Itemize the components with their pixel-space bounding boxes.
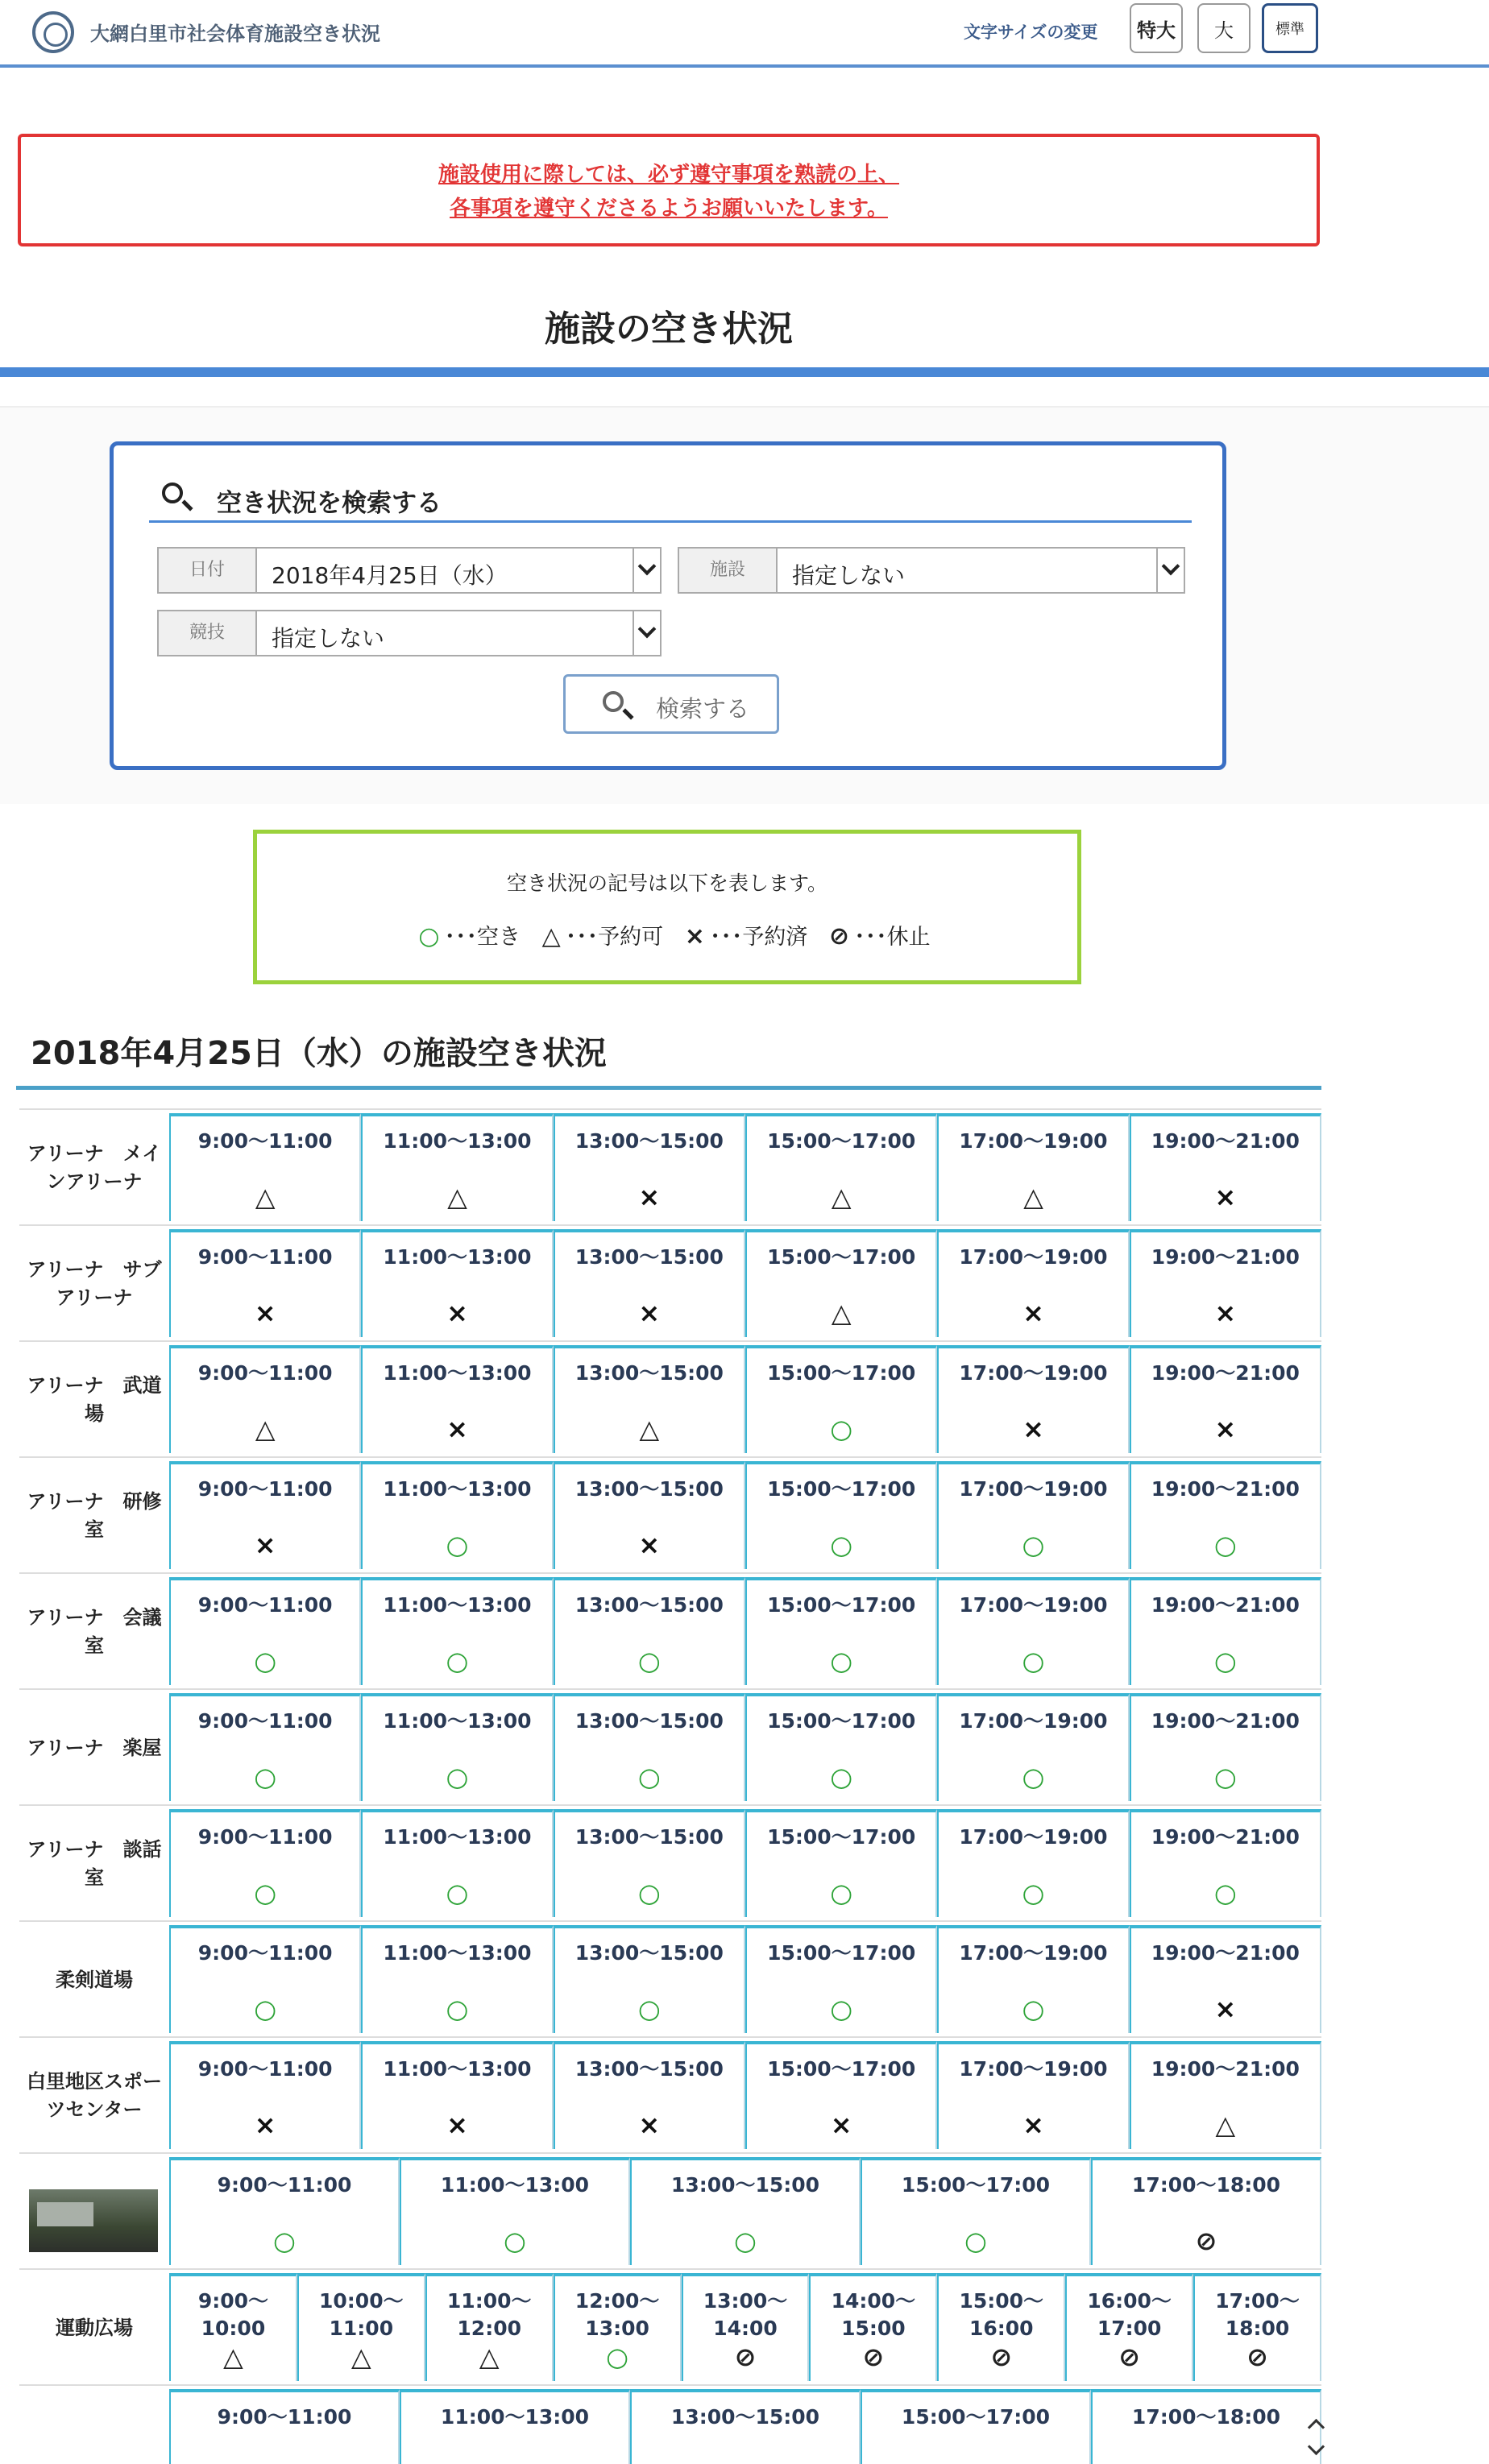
slot-cell[interactable] (554, 2273, 682, 2381)
slot-time: 17:00〜19:00 (959, 1941, 1108, 1965)
slot-cell[interactable] (554, 1693, 745, 1801)
availability-mark: ○ (606, 2342, 629, 2372)
facility-row (19, 2384, 1321, 2464)
availability-mark: ○ (637, 1762, 661, 1792)
availability-mark: ○ (830, 1530, 853, 1560)
availability-mark: ○ (1213, 1878, 1237, 1908)
slot-cell[interactable] (861, 2389, 1091, 2464)
slot-time: 15:00〜17:00 (767, 2057, 916, 2081)
slot-cell[interactable] (554, 1577, 745, 1685)
slot-cell[interactable] (745, 1229, 937, 1337)
scroll-arrows-icon[interactable] (1307, 2416, 1326, 2462)
slot-time: 17:00〜19:00 (959, 1477, 1108, 1501)
availability-mark: ⊘ (862, 2342, 885, 2372)
slot-cell[interactable] (1130, 1693, 1321, 1801)
slot-time: 15:00〜17:00 (767, 1825, 916, 1849)
availability-mark: ○ (1022, 1762, 1045, 1792)
date-value: 2018年4月25日（水） (272, 562, 508, 589)
availability-mark: △ (223, 2342, 243, 2372)
facility-name[interactable]: アリーナ 会議室 (27, 1606, 162, 1657)
facility-row (19, 1108, 1321, 1224)
slot-time: 19:00〜21:00 (1151, 2057, 1300, 2081)
availability-mark: × (446, 2110, 468, 2140)
availability-mark: × (254, 2110, 276, 2140)
availability-mark: ○ (446, 1994, 469, 2024)
slot-cell[interactable] (745, 1809, 937, 1917)
slot-time: 17:00〜19:00 (959, 2057, 1108, 2081)
availability-mark: ⊘ (1246, 2342, 1268, 2372)
slot-time: 9:00〜11:00 (197, 1941, 333, 1965)
facility-row (19, 1920, 1321, 2036)
slot-time: 13:00〜15:00 (574, 1941, 724, 1965)
legend-items (257, 919, 1077, 950)
availability-mark: ○ (734, 2226, 757, 2256)
availability-mark: △ (1023, 1182, 1043, 1212)
slot-time: 9:00〜11:00 (197, 1245, 333, 1269)
slot-cell[interactable] (630, 2389, 861, 2464)
slot-time: 15:00〜 16:00 (959, 2289, 1044, 2340)
slot-time: 11:00〜13:00 (440, 2405, 590, 2429)
slot-cell[interactable] (169, 2273, 297, 2381)
availability-mark: × (1214, 1298, 1237, 1328)
page-title: 施設の空き状況 (545, 309, 793, 350)
slot-cell[interactable] (745, 1693, 937, 1801)
slot-cell[interactable] (937, 1461, 1129, 1569)
site-title[interactable]: 大網白里市社会体育施設空き状況 (90, 23, 380, 45)
facility-name[interactable]: 白里地区スポーツセンター (27, 2070, 162, 2121)
facility-name[interactable]: 柔剣道場 (56, 1968, 133, 1991)
availability-mark: ○ (830, 1414, 853, 1444)
availability-mark: △ (447, 1182, 467, 1212)
slot-time: 11:00〜13:00 (383, 1477, 532, 1501)
slot-time: 15:00〜17:00 (901, 2173, 1051, 2197)
slot-cell[interactable] (937, 2273, 1065, 2381)
slot-cell[interactable] (425, 2273, 554, 2381)
facility-label: 施設 (679, 549, 778, 592)
slot-cell[interactable] (400, 2157, 630, 2265)
slot-time: 17:00〜19:00 (959, 1709, 1108, 1733)
availability-mark: × (254, 1298, 276, 1328)
font-size-label: 文字サイズの変更 (964, 23, 1098, 42)
slot-time: 13:00〜15:00 (574, 1361, 724, 1385)
slot-time: 17:00〜 18:00 (1215, 2289, 1300, 2340)
slot-cell[interactable] (554, 1113, 745, 1221)
facility-row (19, 1804, 1321, 1920)
slot-cell[interactable] (745, 1113, 937, 1221)
facility-row (19, 1340, 1321, 1456)
facility-row (19, 1456, 1321, 1572)
legend-symbol: ⊘ (829, 922, 850, 950)
legend-text: ･･･予約可 (565, 925, 664, 950)
slot-time: 13:00〜15:00 (574, 1593, 724, 1617)
slot-time: 9:00〜11:00 (197, 1825, 333, 1849)
slot-cell[interactable] (361, 1925, 553, 2033)
slot-time: 15:00〜17:00 (901, 2405, 1051, 2429)
slot-cell[interactable] (1130, 1577, 1321, 1685)
search-title: 空き状況を検索する (217, 489, 442, 518)
slot-time: 9:00〜11:00 (197, 1361, 333, 1385)
slot-cell[interactable] (1091, 2157, 1321, 2265)
slot-time: 11:00〜13:00 (383, 1941, 532, 1965)
legend-caption: 空き状況の記号は以下を表します。 (506, 872, 827, 895)
facility-row (19, 1224, 1321, 1340)
facility-name[interactable]: アリーナ 武道場 (27, 1374, 162, 1425)
facility-value: 指定しない (792, 562, 906, 589)
availability-mark: ○ (254, 1646, 277, 1676)
slot-time: 17:00〜19:00 (959, 1593, 1108, 1617)
slot-time: 15:00〜17:00 (767, 1709, 916, 1733)
slot-time: 13:00〜15:00 (574, 1709, 724, 1733)
slot-cell[interactable] (554, 1461, 745, 1569)
slot-time: 13:00〜15:00 (574, 1825, 724, 1849)
slot-cell[interactable] (745, 1345, 937, 1453)
slot-cell[interactable] (361, 1345, 553, 1453)
slot-cell[interactable] (1130, 1345, 1321, 1453)
slot-time: 11:00〜13:00 (383, 1361, 532, 1385)
slot-time: 17:00〜19:00 (959, 1129, 1108, 1153)
slot-time: 13:00〜15:00 (574, 1129, 724, 1153)
slot-cell[interactable] (169, 1925, 361, 2033)
availability-mark: ○ (446, 1878, 469, 1908)
availability-mark: △ (479, 2342, 500, 2372)
slot-time: 10:00〜 11:00 (319, 2289, 404, 2340)
slot-time: 9:00〜11:00 (197, 1477, 333, 1501)
slot-cell[interactable] (1193, 2273, 1321, 2381)
availability-mark: ○ (254, 1994, 277, 2024)
slot-time: 15:00〜17:00 (767, 1129, 916, 1153)
divider (0, 367, 1489, 377)
availability-mark: × (830, 2110, 852, 2140)
availability-mark: ○ (1213, 1762, 1237, 1792)
slot-time: 13:00〜15:00 (574, 1477, 724, 1501)
slot-cell[interactable] (400, 2389, 630, 2464)
slot-time: 13:00〜15:00 (670, 2173, 820, 2197)
facility-row (19, 2268, 1321, 2384)
slot-cell[interactable] (1130, 1809, 1321, 1917)
availability-mark: ⊘ (1195, 2226, 1217, 2256)
slot-time: 14:00〜 15:00 (831, 2289, 916, 2340)
slot-cell[interactable] (361, 1577, 553, 1685)
header (0, 0, 1489, 68)
availability-mark: ○ (1022, 1994, 1045, 2024)
slot-cell[interactable] (861, 2157, 1091, 2265)
facility-select[interactable] (678, 547, 1185, 594)
slot-cell[interactable] (937, 1345, 1129, 1453)
city-logo-icon (32, 11, 74, 53)
slot-cell[interactable] (169, 1577, 361, 1685)
availability-mark: ○ (830, 1994, 853, 2024)
availability-mark: △ (351, 2342, 371, 2372)
availability-mark: ○ (637, 1878, 661, 1908)
slot-time: 19:00〜21:00 (1151, 1825, 1300, 1849)
availability-mark: △ (831, 1182, 852, 1212)
slot-cell[interactable] (361, 1461, 553, 1569)
slot-time: 17:00〜18:00 (1131, 2173, 1281, 2197)
availability-mark: × (638, 1530, 661, 1560)
slot-time: 11:00〜 12:00 (446, 2289, 532, 2340)
facility-name[interactable]: アリーナ 楽屋 (27, 1736, 162, 1759)
slot-cell[interactable] (745, 2041, 937, 2149)
availability-mark: △ (639, 1414, 660, 1444)
search-button-label: 検索する (656, 697, 750, 723)
slot-time: 9:00〜11:00 (197, 1129, 333, 1153)
slot-time: 17:00〜19:00 (959, 1245, 1108, 1269)
search-button[interactable] (563, 674, 779, 734)
slot-cell[interactable] (1130, 1229, 1321, 1337)
slot-cell[interactable] (361, 1113, 553, 1221)
slot-cell[interactable] (937, 1113, 1129, 1221)
slot-time: 9:00〜11:00 (197, 2057, 333, 2081)
legend-text: ･･･休止 (854, 925, 931, 950)
slot-time: 11:00〜13:00 (383, 1825, 532, 1849)
availability-mark: ○ (830, 1878, 853, 1908)
slot-time: 19:00〜21:00 (1151, 1245, 1300, 1269)
slot-time: 19:00〜21:00 (1151, 1361, 1300, 1385)
facility-name[interactable]: アリーナ サブアリーナ (27, 1258, 162, 1309)
slot-cell[interactable] (1130, 1461, 1321, 1569)
legend-symbol: △ (541, 922, 561, 950)
availability-mark: ○ (1022, 1878, 1045, 1908)
slot-time: 17:00〜18:00 (1131, 2405, 1281, 2429)
slot-cell[interactable] (554, 1809, 745, 1917)
slot-cell[interactable] (169, 1113, 361, 1221)
slot-time: 11:00〜13:00 (383, 2057, 532, 2081)
availability-mark: ○ (254, 1762, 277, 1792)
chevron-down-icon (633, 611, 660, 655)
facility-name[interactable]: アリーナ 研修室 (27, 1490, 162, 1541)
slot-time: 9:00〜 10:00 (197, 2289, 269, 2340)
slot-time: 15:00〜17:00 (767, 1245, 916, 1269)
facility-row (19, 2152, 1321, 2268)
font-size-standard-button[interactable]: 標準 (1262, 3, 1318, 53)
slot-cell[interactable] (554, 1229, 745, 1337)
slot-time: 17:00〜19:00 (959, 1825, 1108, 1849)
slot-time: 19:00〜21:00 (1151, 1477, 1300, 1501)
slot-cell[interactable] (361, 1229, 553, 1337)
slot-time: 15:00〜17:00 (767, 1361, 916, 1385)
slot-cell[interactable] (630, 2157, 861, 2265)
slot-time: 19:00〜21:00 (1151, 1129, 1300, 1153)
slot-cell[interactable] (745, 1577, 937, 1685)
slot-time: 13:00〜 14:00 (703, 2289, 788, 2340)
availability-mark: ○ (446, 1762, 469, 1792)
legend-symbol: × (684, 922, 705, 950)
slot-cell[interactable] (169, 2041, 361, 2149)
availability-mark: ○ (446, 1646, 469, 1676)
slot-cell[interactable] (169, 1229, 361, 1337)
availability-mark: × (638, 2110, 661, 2140)
slot-time: 9:00〜11:00 (217, 2173, 352, 2197)
availability-mark: △ (255, 1414, 276, 1444)
slot-cell[interactable] (937, 1809, 1129, 1917)
availability-mark: × (446, 1298, 468, 1328)
slot-time: 15:00〜17:00 (767, 1477, 916, 1501)
slot-time: 19:00〜21:00 (1151, 1941, 1300, 1965)
availability-mark: × (1214, 1414, 1237, 1444)
slot-cell[interactable] (361, 1693, 553, 1801)
availability-mark: × (254, 1530, 276, 1560)
availability-mark: ○ (830, 1646, 853, 1676)
slot-time: 17:00〜19:00 (959, 1361, 1108, 1385)
facility-row (19, 1572, 1321, 1688)
availability-mark: × (446, 1414, 468, 1444)
search-header (149, 474, 1192, 523)
availability-mark: × (638, 1182, 661, 1212)
facility-name[interactable]: アリーナ 談話室 (27, 1838, 162, 1889)
slot-cell[interactable] (554, 1345, 745, 1453)
availability-mark: ○ (273, 2226, 296, 2256)
chevron-down-icon (1156, 549, 1184, 592)
search-icon (162, 482, 183, 503)
slot-cell[interactable] (1091, 2389, 1321, 2464)
chevron-down-icon (633, 549, 660, 592)
availability-mark: ○ (830, 1762, 853, 1792)
availability-mark: × (1022, 1414, 1044, 1444)
slot-time: 15:00〜17:00 (767, 1941, 916, 1965)
slot-time: 11:00〜13:00 (383, 1129, 532, 1153)
availability-mark: ○ (504, 2226, 526, 2256)
slot-time: 11:00〜13:00 (383, 1593, 532, 1617)
slot-time: 11:00〜13:00 (440, 2173, 590, 2197)
availability-mark: ⊘ (1118, 2342, 1141, 2372)
slot-time: 11:00〜13:00 (383, 1709, 532, 1733)
search-icon (603, 691, 624, 712)
availability-mark: ○ (254, 1878, 277, 1908)
slot-cell[interactable] (169, 1461, 361, 1569)
slot-cell[interactable] (361, 2041, 553, 2149)
availability-mark: × (638, 1298, 661, 1328)
availability-mark: ⊘ (990, 2342, 1013, 2372)
availability-mark: ○ (1022, 1646, 1045, 1676)
font-size-xlarge-button[interactable]: 特大 (1130, 3, 1183, 53)
availability-mark: ○ (446, 1530, 469, 1560)
slot-cell[interactable] (1065, 2273, 1193, 2381)
availability-mark: × (1214, 1182, 1237, 1212)
slot-cell[interactable] (937, 2041, 1129, 2149)
slot-cell[interactable] (682, 2273, 810, 2381)
availability-mark: △ (255, 1182, 276, 1212)
sport-select[interactable] (157, 610, 662, 656)
date-label: 日付 (159, 549, 257, 592)
availability-mark: ○ (637, 1646, 661, 1676)
slot-cell[interactable] (937, 1693, 1129, 1801)
legend-symbol: ○ (418, 922, 440, 950)
slot-cell[interactable] (297, 2273, 425, 2381)
legend-text: ･･･空き (444, 925, 521, 950)
slot-cell[interactable] (361, 1809, 553, 1917)
slot-cell[interactable] (745, 1461, 937, 1569)
facility-row (19, 1688, 1321, 1804)
availability-mark: × (1022, 2110, 1044, 2140)
legend-box (253, 830, 1081, 984)
slot-cell[interactable] (1130, 2041, 1321, 2149)
availability-mark: ○ (964, 2226, 987, 2256)
slot-time: 12:00〜 13:00 (574, 2289, 660, 2340)
facility-name[interactable]: 運動広場 (56, 2316, 133, 2339)
slot-time: 11:00〜13:00 (383, 1245, 532, 1269)
slot-time: 16:00〜 17:00 (1087, 2289, 1172, 2340)
slot-time: 9:00〜11:00 (217, 2405, 352, 2429)
slot-time: 9:00〜11:00 (197, 1593, 333, 1617)
slot-cell[interactable] (554, 1925, 745, 2033)
slot-cell[interactable] (169, 2389, 400, 2464)
availability-mark: ○ (637, 1994, 661, 2024)
facility-name[interactable]: アリーナ メインアリーナ (27, 1142, 162, 1193)
sport-label: 競技 (159, 611, 257, 655)
slot-cell[interactable] (169, 1693, 361, 1801)
slot-cell[interactable] (169, 2157, 400, 2265)
slot-cell[interactable] (1130, 1925, 1321, 2033)
divider (16, 1086, 1321, 1090)
availability-mark: × (1214, 1994, 1237, 2024)
slot-cell[interactable] (554, 2041, 745, 2149)
availability-mark: × (1022, 1298, 1044, 1328)
notice-line-2[interactable]: 各事項を遵守くださるようお願いいたします。 (450, 197, 888, 221)
availability-mark: △ (1215, 2110, 1236, 2140)
slot-time: 19:00〜21:00 (1151, 1709, 1300, 1733)
slot-time: 13:00〜15:00 (670, 2405, 820, 2429)
search-panel (110, 441, 1226, 770)
slot-cell[interactable] (1130, 1113, 1321, 1221)
font-size-large-button[interactable]: 大 (1197, 3, 1251, 53)
facility-photo[interactable] (29, 2189, 158, 2252)
slot-time: 9:00〜11:00 (197, 1709, 333, 1733)
availability-mark: △ (831, 1298, 852, 1328)
slot-cell[interactable] (169, 1345, 361, 1453)
availability-mark: ○ (1213, 1646, 1237, 1676)
legend-text: ･･･予約済 (709, 925, 808, 950)
slot-time: 13:00〜15:00 (574, 2057, 724, 2081)
sport-value: 指定しない (272, 625, 385, 652)
slot-cell[interactable] (809, 2273, 937, 2381)
availability-mark: ○ (1022, 1530, 1045, 1560)
slot-time: 13:00〜15:00 (574, 1245, 724, 1269)
results-title: 2018年4月25日（水）の施設空き状況 (31, 1035, 607, 1072)
slot-cell[interactable] (937, 1577, 1129, 1685)
facility-row (19, 2036, 1321, 2152)
slot-cell[interactable] (937, 1229, 1129, 1337)
slot-cell[interactable] (937, 1925, 1129, 2033)
slot-cell[interactable] (169, 1809, 361, 1917)
availability-mark: ⊘ (734, 2342, 757, 2372)
slot-cell[interactable] (745, 1925, 937, 2033)
slot-time: 19:00〜21:00 (1151, 1593, 1300, 1617)
notice-box (18, 134, 1320, 246)
notice-line-1[interactable]: 施設使用に際しては、必ず遵守事項を熟読の上、 (438, 163, 899, 187)
availability-mark: ○ (1213, 1530, 1237, 1560)
slot-time: 15:00〜17:00 (767, 1593, 916, 1617)
facility-name[interactable] (23, 2391, 166, 2464)
date-select[interactable] (157, 547, 662, 594)
